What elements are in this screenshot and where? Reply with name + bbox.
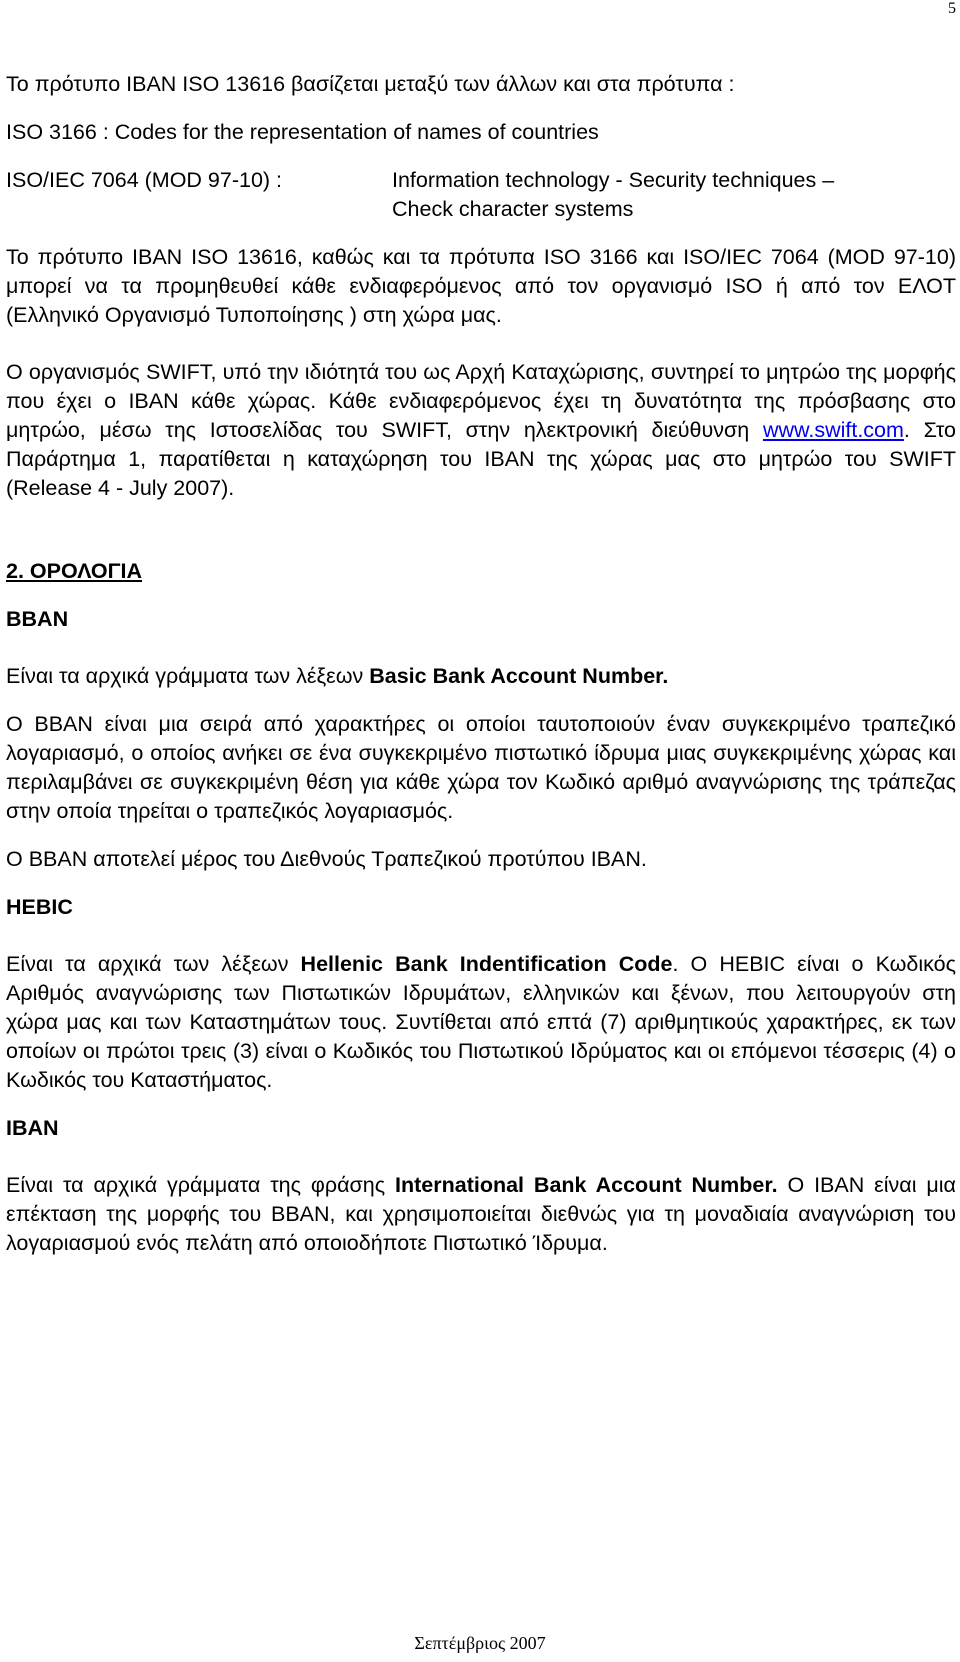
- hebic-heading: HEBIC: [6, 895, 73, 919]
- swift-text-before-link: Ο οργανισμός SWIFT, υπό την ιδιότητά του ως Αρχή Καταχώρισης, συντηρεί το μητρώο της μορφής που έχει ο IBAN κάθε χώρας. Κάθε ενδιαφερόμενος έχει τη δυνατότητα της πρόσβασης στο μητρώο, μέσω της Ιστοσελίδας του SWIFT, στην ηλεκτρονική διεύθυνση: [6, 360, 956, 442]
- document-body: [6, 70, 956, 1258]
- swift-text-after-link: . Στο Παράρτημα 1, παρατίθεται η καταχώρηση του IBAN της χώρας μας στο μητρώο του SWIFT (Release 4 - July 2007).: [6, 418, 956, 500]
- hebic-definition-text: . Ο HEBIC είναι ο Κωδικός Αριθμός αναγνώρισης των Πιστωτικών Ιδρυμάτων, ελληνικών και ξένων, που λειτουργούν στη χώρα μας και των Καταστημάτων τους. Συντίθεται από επτά (7) αριθμητικούς χαρακτήρες, εκ των οποίων οι πρώτοι τρεις (3) είναι ο Κωδικός του Πιστωτικού Ιδρύματος και οι επόμενοι τέσσερις (4) ο Κωδικός του Καταστήματος.: [6, 952, 956, 1092]
- iso7064-row: [6, 166, 956, 224]
- iban-definition: [6, 1171, 956, 1258]
- iso7064-description-line1: Information technology - Security techniques –: [392, 168, 835, 192]
- hebic-definition-term: Hellenic Bank Indentification Code: [300, 952, 673, 976]
- swift-link[interactable]: www.swift.com: [762, 418, 904, 442]
- iso7064-label: ISO/IEC 7064 (MOD 97-10) :: [6, 168, 283, 192]
- swift-paragraph: [6, 358, 956, 503]
- bban-definition: [6, 662, 956, 691]
- iban-definition-text: Ο IBAN είναι μια επέκταση της μορφής του BBAN, και χρησιμοποιείται διεθνώς για τη μοναδιαία αναγνώριση του λογαριασμού ενός πελάτη από οποιοδήποτε Πιστωτικό Ίδρυμα.: [6, 1173, 956, 1255]
- iso7064-description-line2: Check character systems: [392, 197, 634, 221]
- section-title: 2. ΟΡΟΛΟΓΙΑ: [6, 559, 143, 583]
- hebic-definition-prefix: Είναι τα αρχικά των λέξεων: [6, 952, 301, 976]
- iban-definition-prefix: Είναι τα αρχικά γράμματα της φράσης: [6, 1173, 396, 1197]
- iso7064-description: [392, 166, 834, 224]
- bban-definition-prefix: Είναι τα αρχικά γράμματα των λέξεων: [6, 664, 370, 688]
- intro-line: Το πρότυπο IBAN ISO 13616 βασίζεται μεταξύ των άλλων και στα πρότυπα :: [6, 72, 735, 96]
- page-number: 5: [948, 0, 956, 17]
- availability-paragraph: Το πρότυπο IBAN ISO 13616, καθώς και τα πρότυπα ISO 3166 και ISO/IEC 7064 (MOD 97-10) μπορεί να τα προμηθευθεί κάθε ενδιαφερόμενος από τον οργανισμό ISO ή από τον ΕΛΟΤ (Ελληνικό Οργανισμό Τυποποίησης ) στη χώρα μας.: [6, 245, 956, 327]
- bban-heading: BBAN: [6, 607, 69, 631]
- iban-heading: IBAN: [6, 1116, 59, 1140]
- iso3166-line: ISO 3166 : Codes for the representation of names of countries: [6, 120, 599, 144]
- iban-definition-term: International Bank Account Number.: [395, 1173, 778, 1197]
- page-footer: Σεπτέμβριος 2007: [414, 1633, 546, 1653]
- bban-paragraph: Ο BBAN είναι μια σειρά από χαρακτήρες οι οποίοι ταυτοποιούν έναν συγκεκριμένο τραπεζικό λογαριασμό, ο οποίος ανήκει σε ένα συγκεκριμένο πιστωτικό ίδρυμα μιας συγκεκριμένης χώρας και περιλαμβάνει σε συγκεκριμένη θέση για κάθε χώρα τον Κωδικό αριθμό αναγνώρισης της τράπεζας στην οποία τηρείται ο τραπεζικός λογαριασμός.: [6, 712, 956, 823]
- hebic-definition: [6, 950, 956, 1095]
- bban-paragraph-2: Ο BBAN αποτελεί μέρος του Διεθνούς Τραπεζικού προτύπου IBAN.: [6, 847, 647, 871]
- bban-definition-term: Basic Bank Account Number.: [369, 664, 669, 688]
